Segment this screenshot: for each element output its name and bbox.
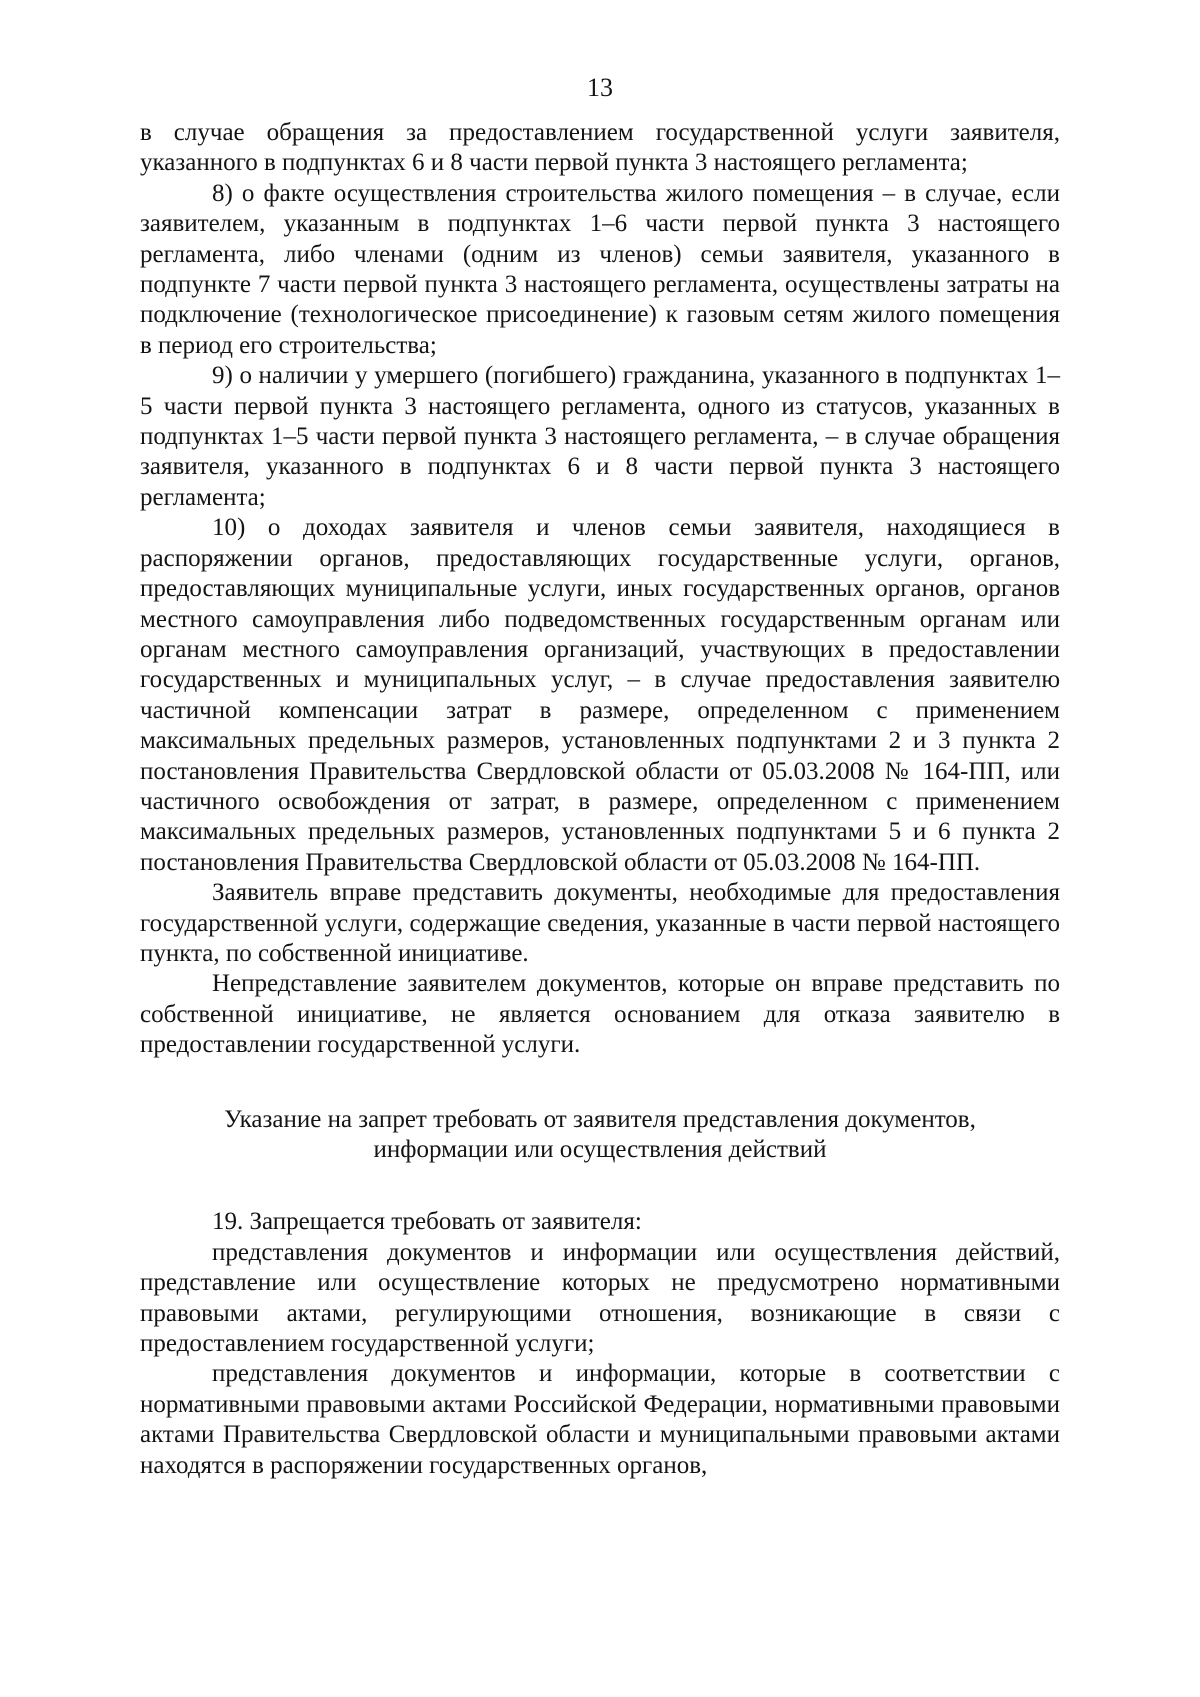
- paragraph: Непредставление заявителем документов, которые он вправе представить по собственной инициативе, не является основанием для отказа заявителю в предоставлении государственной услуги.: [140, 970, 1060, 1059]
- section-heading-line: информации или осуществления действий: [373, 1136, 827, 1163]
- section-heading-line: Указание на запрет требовать от заявителя представления документов,: [224, 1105, 976, 1133]
- paragraph: 8) о факте осуществления строительства жилого помещения – в случае, если заявителем, указанным в подпунктах 1–6 части первой пункта 3 настоящего регламента, либо членами (одним из членов) семьи заявителя, указанного в подпункте 7 части первой пункта 3 настоящего регламента, осуществлены затраты на подключение (технологическое присоединение) к газовым сетям жилого помещения в период его строительства;: [140, 179, 1060, 359]
- document-body: [140, 118, 1060, 1481]
- paragraph: в случае обращения за предоставлением государственной услуги заявителя, указанного в подпунктах 6 и 8 части первой пункта 3 настоящего регламента;: [140, 119, 1060, 177]
- section-heading: [140, 1105, 1060, 1166]
- paragraph: 9) о наличии у умершего (погибшего) гражданина, указанного в подпунктах 1–5 части первой пункта 3 настоящего регламента, одного из статусов, указанных в подпунктах 1–5 части первой пункта 3 настоящего регламента, – в случае обращения заявителя, указанного в подпунктах 6 и 8 части первой пункта 3 настоящего регламента;: [140, 362, 1060, 511]
- paragraph: Заявитель вправе представить документы, необходимые для предоставления государственной услуги, содержащие сведения, указанные в части первой настоящего пункта, по собственной инициативе.: [140, 879, 1060, 967]
- paragraph: 19. Запрещается требовать от заявителя:: [212, 1208, 642, 1236]
- paragraph: 10) о доходах заявителя и членов семьи заявителя, находящиеся в распоряжении органов, предоставляющих государственные услуги, органов, предоставляющих муниципальные услуги, иных государственных органов, органов местного самоуправления либо подведомственных государственным органам или органам местного самоуправления организаций, участвующих в предоставлении государственных и муниципальных услуг, – в случае предоставления заявителю частичной компенсации затрат в размере, определенном с применением максимальных предельных размеров, установленных подпунктами 2 и 3 пункта 2 постановления Правительства Свердловской области от 05.03.2008 № 164-ПП, или частичного освобождения от затрат, в размере, определенном с применением максимальных предельных размеров, установленных подпунктами 5 и 6 пункта 2 постановления Правительства Свердловской области от 05.03.2008 № 164-ПП.: [140, 514, 1060, 876]
- paragraph: представления документов и информации или осуществления действий, представление или осуществление которых не предусмотрено нормативными правовыми актами, регулирующими отношения, возникающие в связи с предоставлением государственной услуги;: [140, 1238, 1060, 1358]
- page-number: 13: [587, 73, 613, 102]
- paragraph: представления документов и информации, которые в соответствии с нормативными правовыми актами Российской Федерации, нормативными правовыми актами Правительства Свердловской области и муниципальными правовыми актами находятся в распоряжении государственных органов,: [140, 1360, 1060, 1479]
